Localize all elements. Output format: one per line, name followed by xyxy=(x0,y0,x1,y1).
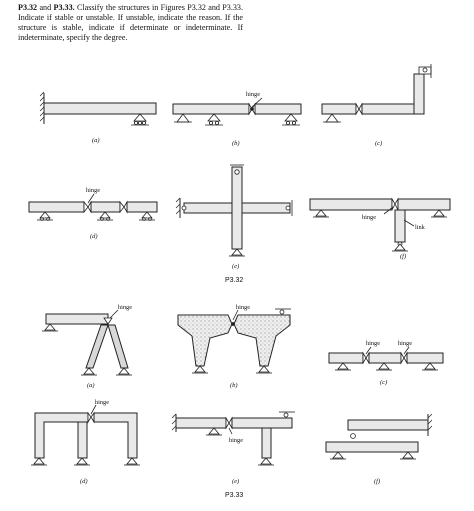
left-inner-column xyxy=(78,422,87,458)
hinge-marker xyxy=(88,413,94,422)
fig-3-32-b xyxy=(173,91,301,147)
hinge-label: hinge xyxy=(229,437,243,444)
supports xyxy=(31,458,140,465)
column xyxy=(262,428,271,458)
figure-caption-3-32: P3.32 xyxy=(225,277,244,284)
hinge-label: hinge xyxy=(362,214,376,221)
fig-3-32-c xyxy=(322,64,431,147)
beam-left xyxy=(173,104,249,114)
beam-right xyxy=(255,104,301,114)
problem-number-2: P3.33. xyxy=(53,3,75,12)
hinge-right xyxy=(120,202,127,212)
hinge-left xyxy=(84,202,91,212)
left-wall-support xyxy=(176,198,186,218)
hinge-marker xyxy=(392,199,398,210)
beam-left xyxy=(322,104,356,114)
upper-beam xyxy=(348,420,428,430)
hinge-label: hinge xyxy=(95,399,109,406)
right-leg xyxy=(108,325,128,368)
hinge-label-2: hinge xyxy=(398,340,412,347)
pin-support-left xyxy=(323,114,341,122)
hinge-label: hinge xyxy=(236,304,250,311)
roller-supports xyxy=(37,212,155,220)
beam-left xyxy=(310,199,392,210)
link-member xyxy=(395,210,405,242)
part-label-d: (d) xyxy=(90,233,98,240)
part-label-b: (b) xyxy=(230,382,238,389)
beam-left xyxy=(176,418,226,428)
part-label-e: (e) xyxy=(232,478,240,485)
roller-support xyxy=(131,114,149,125)
fig-3-32-d xyxy=(29,187,157,240)
hinge-label: hinge xyxy=(246,91,260,98)
beam-right xyxy=(407,353,443,363)
link-label: link xyxy=(415,224,425,231)
top-beam xyxy=(46,314,108,324)
beam-left xyxy=(29,202,84,212)
fig-3-33-a xyxy=(42,304,132,389)
hinge-marker xyxy=(356,104,362,114)
pin-support-left xyxy=(174,114,192,122)
roller-support-mid xyxy=(205,114,223,125)
fig-3-32-a xyxy=(40,92,156,144)
figure-caption-3-33: P3.33 xyxy=(225,492,244,499)
part-label-f: (f) xyxy=(400,253,407,260)
part-label-e: (e) xyxy=(232,263,240,270)
column xyxy=(414,74,424,114)
problem-number-1: P3.32 xyxy=(18,3,38,12)
bottom-pin xyxy=(229,249,245,256)
roller-support-right xyxy=(282,114,300,125)
part-label-b: (b) xyxy=(232,140,240,147)
hinge-label-1: hinge xyxy=(366,340,380,347)
fig-3-33-c xyxy=(329,340,443,386)
right-frame xyxy=(94,413,137,458)
beam-middle xyxy=(91,202,120,212)
beam-right xyxy=(398,199,450,210)
hinge-left xyxy=(363,353,369,363)
problem-connector: and xyxy=(37,3,54,12)
hinge-marker xyxy=(226,418,232,428)
supports xyxy=(335,363,438,370)
hinge-label: hinge xyxy=(118,304,132,311)
beam-right xyxy=(127,202,157,212)
lower-beam xyxy=(326,442,418,452)
beam xyxy=(44,103,156,114)
beam-right xyxy=(232,418,292,428)
fig-3-32-f xyxy=(310,199,450,260)
fig-3-33-f xyxy=(326,414,432,485)
part-label-c: (c) xyxy=(380,379,388,386)
right-roller xyxy=(286,200,292,216)
part-label-a: (a) xyxy=(87,382,95,389)
problem-body: Classify the structures in Figures P3.32 and P3.33. Indicate if stable or unstable. If unstable, indicate the reason. If the structure is stable, indicate if determinate or indeterminate. If indeterminate, specify the degree. xyxy=(18,3,243,42)
fig-3-33-d xyxy=(31,399,140,485)
left-leg xyxy=(86,325,108,368)
supports xyxy=(313,210,447,251)
part-label-a: (a) xyxy=(92,137,100,144)
hinge-right xyxy=(401,353,407,363)
part-label-f: (f) xyxy=(374,478,381,485)
fig-3-32-e xyxy=(176,165,292,270)
hinge-label: hinge xyxy=(86,187,100,194)
part-label-c: (c) xyxy=(375,140,383,147)
beam-middle xyxy=(369,353,401,363)
part-label-d: (d) xyxy=(80,478,88,485)
fig-3-33-e xyxy=(172,412,295,485)
fig-3-33-b xyxy=(178,304,291,389)
beam-left xyxy=(329,353,363,363)
